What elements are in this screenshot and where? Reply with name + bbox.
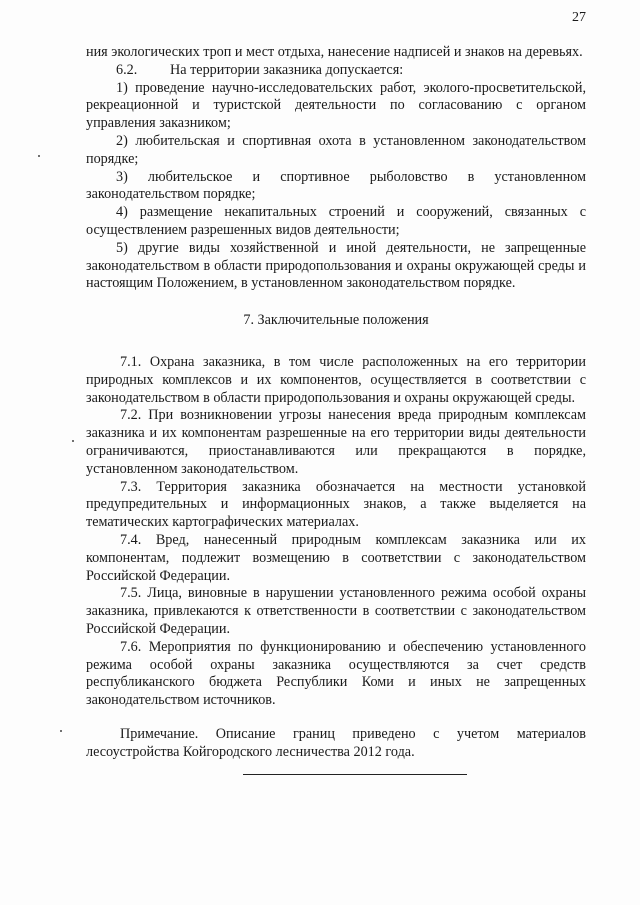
clause-6-2-text: На территории заказника допускается: — [170, 61, 404, 78]
closing-rule-line — [243, 774, 467, 775]
clause-7-1: 7.1. Охрана заказника, в том числе расположенных на его территории природных комплексов и их компонентов, осуществляется в соответствии с законодательством в области природопользования и охраны окружающей среды. — [86, 353, 586, 406]
margin-speck — [38, 155, 40, 157]
clause-6-2-number: 6.2. — [116, 61, 138, 78]
clause-6-2-item-5: 5) другие виды хозяйственной и иной деятельности, не запрещенные законодательством в области природопользования и охраны окружающей среды и настоящим Положением, в установленном законодательством порядке. — [86, 239, 586, 292]
clause-7-3: 7.3. Территория заказника обозначается на местности установкой предупредительных и информационных знаков, а также выделяется на тематических картографических материалах. — [86, 478, 586, 531]
clause-7-4: 7.4. Вред, нанесенный природным комплексам заказника или их компонентам, подлежит возмещению в соответствии с законодательством Российской Федерации. — [86, 531, 586, 584]
clause-7-6: 7.6. Мероприятия по функционированию и обеспечению установленного режима особой охраны заказника осуществляются за счет средств республиканского бюджета Республики Коми и иных не запрещенных законодательством источников. — [86, 638, 586, 709]
clause-6-2-item-1: 1) проведение научно-исследовательских работ, эколого-просветительской, рекреационной и туристской деятельности по согласованию с органом управления заказником; — [86, 79, 586, 132]
clause-6-2 — [86, 62, 586, 80]
clause-6-2-item-3: 3) любительское и спортивное рыболовство в установленном законодательством порядке; — [86, 168, 586, 203]
section-7-title: 7. Заключительные положения — [243, 312, 429, 329]
clause-6-2-item-2: 2) любительская и спортивная охота в установленном законодательством порядке; — [86, 132, 586, 167]
clause-6-2-item-4: 4) размещение некапитальных строений и сооружений, связанных с осуществлением разрешенных видов деятельности; — [86, 204, 586, 238]
clause-7-5: 7.5. Лица, виновные в нарушении установленного режима особой охраны заказника, привлекаются к ответственности в соответствии с законодательством Российской Федерации. — [86, 585, 586, 637]
margin-speck — [72, 440, 74, 442]
page-number: 27 — [572, 10, 586, 25]
note-paragraph: Примечание. Описание границ приведено с учетом материалов лесоустройства Койгородского лесничества 2012 года. — [86, 725, 586, 760]
intro-line: ния экологических троп и мест отдыха, нанесение надписей и знаков на деревьях. — [86, 44, 583, 60]
margin-speck — [60, 730, 62, 732]
document-body — [86, 44, 586, 761]
clause-7-2: 7.2. При возникновении угрозы нанесения вреда природным комплексам заказника и их компонентам разрешенные на его территории виды деятельности ограничиваются, приостанавливаются или прекращаются в порядке, установленном законодательством. — [86, 407, 586, 477]
